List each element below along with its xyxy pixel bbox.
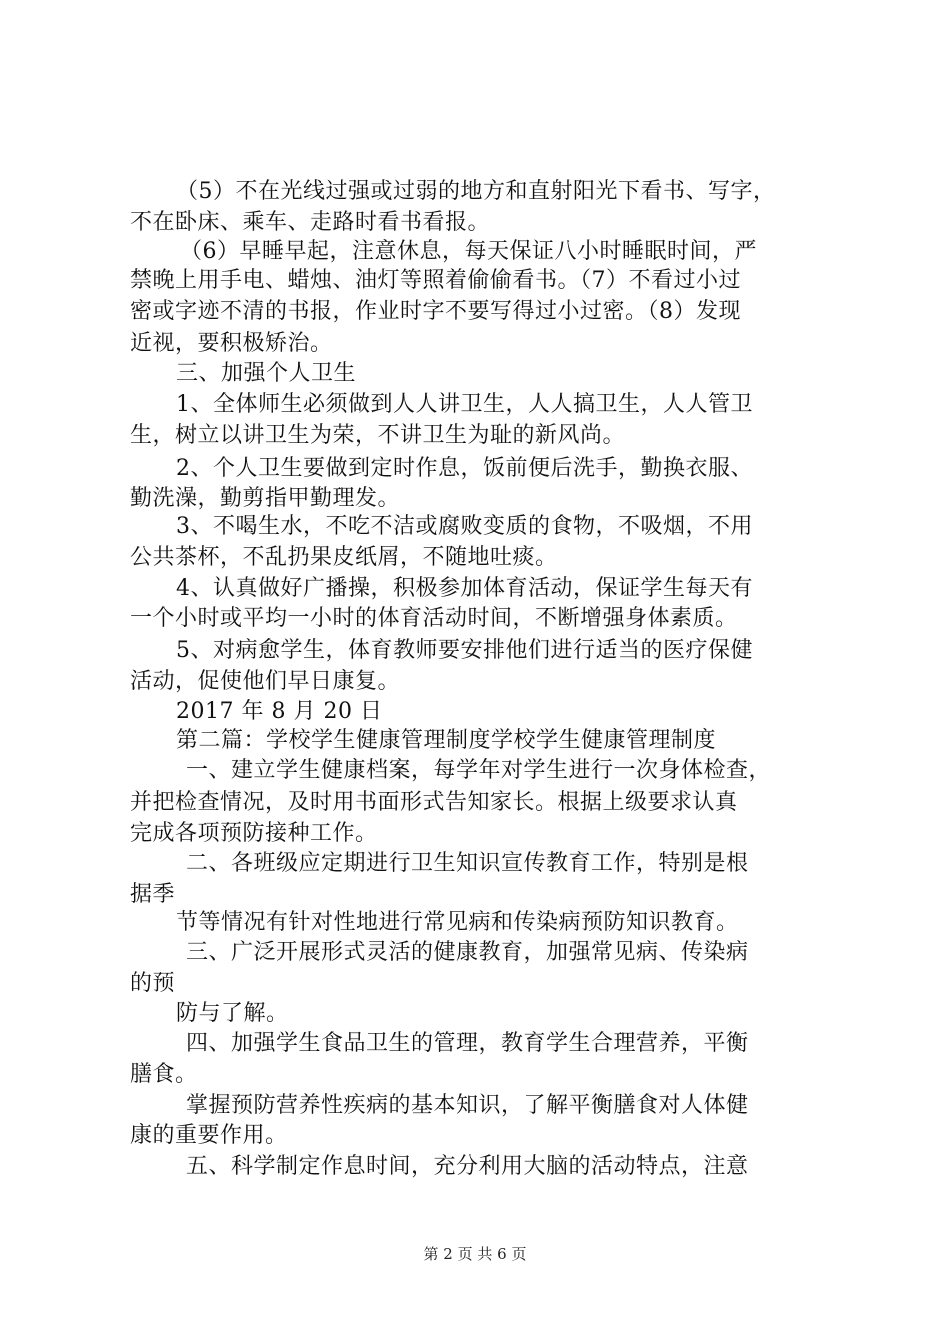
text-line: 3、不喝生水，不吃不洁或腐败变质的食物，不吸烟，不用 <box>176 514 753 539</box>
text-line: 一、建立学生健康档案，每学年对学生进行一次身体检查， <box>186 758 772 783</box>
text-line: 二、各班级应定期进行卫生知识宣传教育工作，特别是根 <box>186 851 749 876</box>
text-line: 勤洗澡，勤剪指甲勤理发。 <box>130 486 401 511</box>
text-line: 据季 <box>130 882 176 907</box>
section-heading: 三、加强个人卫生 <box>176 361 357 386</box>
text-line: 一个小时或平均一小时的体育活动时间，不断增强身体素质。 <box>130 606 738 631</box>
text-line: （6）早睡早起，注意休息，每天保证八小时睡眠时间，严 <box>180 239 757 264</box>
text-line: 公共茶杯，不乱扔果皮纸屑，不随地吐痰。 <box>130 545 558 570</box>
text-line: 防与了解。 <box>176 1001 289 1026</box>
text-line: 近视，要积极矫治。 <box>130 331 333 356</box>
text-line: 4、认真做好广播操，积极参加体育活动，保证学生每天有 <box>176 576 753 601</box>
text-line: 的预 <box>130 971 176 996</box>
text-line: 5、对病愈学生，体育教师要安排他们进行适当的医疗保健 <box>176 638 753 663</box>
text-line: （5）不在光线过强或过弱的地方和直射阳光下看书、写字， <box>176 179 776 204</box>
text-line: 2、个人卫生要做到定时作息，饭前便后洗手，勤换衣服、 <box>176 456 753 481</box>
text-line: 膳食。 <box>130 1062 198 1087</box>
text-line: 活动，促使他们早日康复。 <box>130 669 401 694</box>
text-line: 并把检查情况，及时用书面形式告知家长。根据上级要求认真 <box>130 790 738 815</box>
text-line: 掌握预防营养性疾病的基本知识，了解平衡膳食对人体健 <box>186 1093 749 1118</box>
date-line: 2017 年 8 月 20 日 <box>176 699 383 724</box>
text-line: 三、广泛开展形式灵活的健康教育，加强常见病、传染病 <box>186 940 749 965</box>
text-line: 不在卧床、乘车、走路时看书看报。 <box>130 210 491 235</box>
text-line: 禁晚上用手电、蜡烛、油灯等照着偷偷看书。（7）不看过小过 <box>130 268 741 293</box>
page-footer: 第 2 页 共 6 页 <box>423 1245 527 1263</box>
text-line: 1、全体师生必须做到人人讲卫生，人人搞卫生，人人管卫 <box>176 392 753 417</box>
text-line: 密或字迹不清的书报，作业时字不要写得过小过密。（8）发现 <box>130 299 741 324</box>
text-line: 完成各项预防接种工作。 <box>130 821 378 846</box>
text-line: 四、加强学生食品卫生的管理，教育学生合理营养，平衡 <box>186 1031 749 1056</box>
section-title: 第二篇：学校学生健康管理制度学校学生健康管理制度 <box>176 728 717 753</box>
text-line: 生，树立以讲卫生为荣，不讲卫生为耻的新风尚。 <box>130 423 626 448</box>
text-line: 五、科学制定作息时间，充分利用大脑的活动特点，注意 <box>186 1154 749 1179</box>
text-line: 节等情况有针对性地进行常见病和传染病预防知识教育。 <box>176 910 739 935</box>
text-line: 康的重要作用。 <box>130 1123 288 1148</box>
